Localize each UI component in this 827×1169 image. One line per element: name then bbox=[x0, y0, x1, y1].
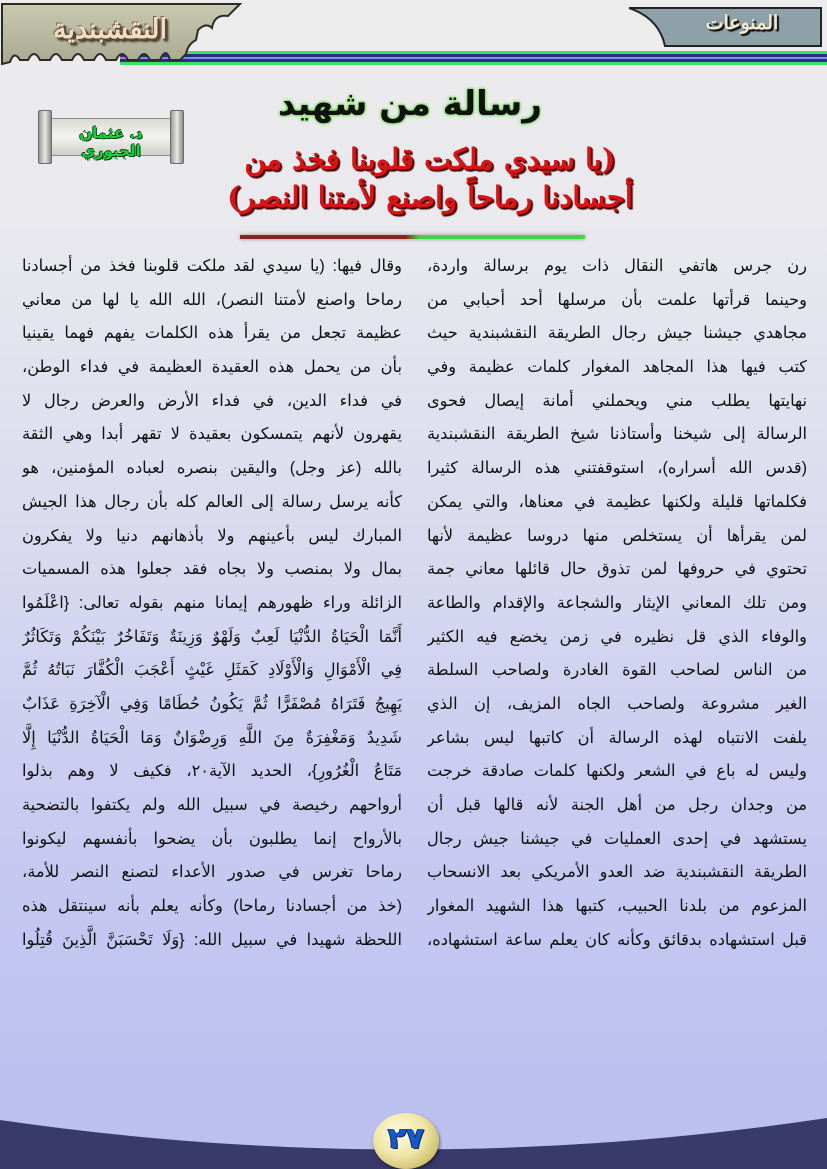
article-text-line: وقال فيها: (يا سيدي لقد ملكت قلوبنا فخذ من أجسادنا bbox=[22, 257, 402, 275]
article-text-line: يستشهد في إحدى العمليات في جيشنا جيش رجال bbox=[427, 829, 807, 848]
article-text-line: مَتَاعُ الْغُرُورِ}، الحديد الآية٢٠، فكيف لا وهم بذلوا bbox=[22, 762, 402, 781]
article-text-line: مجاهدي جيشنا جيش رجال الطريقة النقشبندية حيث bbox=[427, 324, 807, 343]
article-text-line: وليس له باع في الشعر ولكنها كلمات صادقة خرجت bbox=[427, 762, 807, 781]
article-text-line: شَدِيدٌ وَمَغْفِرَةٌ مِنَ اللَّهِ وَرِضْوَانٌ وَمَا الْحَيَاةُ الدُّنْيَا إِلَّا bbox=[22, 728, 402, 747]
article-text-line: لمن يقرأها أن يستخلص منها دروسا عظيمة لأنها bbox=[427, 526, 807, 545]
article-text-line: قبل استشهاده بدقائق وكأنه كان يعلم ساعة استشهاده، bbox=[427, 930, 807, 949]
article-text-line: فكلماتها قليلة ولكنها عظيمة في معناها، والتي يمكن bbox=[427, 492, 807, 511]
article-column-right bbox=[427, 250, 807, 957]
magazine-name: النقشبندية bbox=[52, 14, 168, 45]
article-text-line: الطريقة النقشبندية ضد العدو الأمريكي بعد الانسحاب bbox=[427, 863, 807, 882]
article-text-line: أَنَّمَا الْحَيَاةُ الدُّنْيَا لَعِبٌ وَلَهْوٌ وَزِينَةٌ وَتَفَاخُرٌ بَيْنَكُمْ وَتَكَاثُرٌ bbox=[22, 627, 402, 646]
article-text-line: كأنه يرسل رسالة إلى العالم كله بأن رجال هذا الجيش bbox=[22, 492, 402, 511]
article-text-line: بالله (عز وجل) واليقين بنصره لعباده المؤمنين، هو bbox=[22, 459, 402, 478]
article-title: رسالة من شهيد bbox=[278, 84, 542, 124]
article-text-line: رماحا تغرس في صدور الأعداء لتصنع النصر للأمة، bbox=[22, 863, 402, 882]
article-text-line: تحتوي في حروفها لمن تذوق حال قائلها معاني جمة bbox=[427, 560, 807, 579]
author-name: د. عثمان الجبوري bbox=[79, 124, 143, 160]
article-text-line: الزائلة وراء ظهورهم إيمانا منهم بقوله تعالى: {اعْلَمُوا bbox=[22, 593, 402, 612]
section-name: المنوعات bbox=[705, 12, 779, 34]
subtitle-line: (يا سيدي ملكت قلوبنا فخذ من bbox=[244, 142, 616, 176]
article-text-line: من وجدان رجل من أهل الجنة لأنه قالها قبل أن bbox=[427, 796, 807, 814]
author-badge bbox=[36, 108, 186, 166]
article-column-left bbox=[22, 250, 402, 957]
article-text-line: اللحظة شهيدا في سبيل الله: {وَلَا تَحْسَبَنَّ الَّذِينَ قُتِلُوا bbox=[22, 930, 402, 949]
article-subtitle bbox=[200, 140, 660, 216]
page-number: ٢٧ bbox=[387, 1121, 425, 1156]
article-text-line: نهايتها يطلب مني ويحملني أمانة إيصال فحوى bbox=[427, 391, 807, 410]
article-text-line: كتب فيها هذا المجاهد المغوار كلمات عظيمة وفي bbox=[427, 358, 807, 377]
article-text-line: ومن تلك المعاني الإيثار والشجاعة والإقدام والطاعة bbox=[427, 593, 807, 612]
article-text-line: المزعوم من بلدنا الحبيب، كتبها هذا الشهيد المغوار bbox=[427, 897, 807, 916]
title-divider bbox=[240, 235, 585, 239]
article-text-line: في فداء الدين، في فداء الأرض والعرض رجال لا bbox=[22, 391, 402, 410]
section-tab bbox=[625, 6, 823, 48]
article-text-line: يقهرون لأنهم يتمسكون بعقيدة لا تقهر أبدا وهي الثقة bbox=[22, 425, 402, 444]
article-text-line: والوفاء الذي قل نظيره في زمن يخضع فيه الكثير bbox=[427, 627, 807, 646]
article-text-line: أرواحهم رخيصة في سبيل الله ولم يكتفوا بالتضحية bbox=[22, 796, 402, 814]
article-text-line: بأن من يحمل هذه العقيدة العظيمة في فداء الوطن، bbox=[22, 358, 402, 377]
article-text-line: فِي الْأَمْوَالِ وَالْأَوْلَادِ كَمَثَلِ غَيْثٍ أَعْجَبَ الْكُفَّارَ نَبَاتُهُ ثُمَّ bbox=[22, 661, 402, 680]
article-text-line: وحينما قرأتها علمت بأن مرسلها أحد أحبابي من bbox=[427, 290, 807, 309]
article-text-line: رن جرس هاتفي النقال ذات يوم برسالة واردة، bbox=[427, 257, 807, 275]
page-number-badge bbox=[373, 1113, 439, 1169]
article-text-line: المبارك ليس بأعينهم ولا بأذهانهم دنيا ولا يفكرون bbox=[22, 526, 402, 545]
scroll-roll-icon bbox=[170, 110, 184, 164]
article-text-line: يَهِيجُ فَتَرَاهُ مُصْفَرًّا ثُمَّ يَكُونُ حُطَامًا وَفِي الْآخِرَةِ عَذَابٌ bbox=[22, 694, 402, 713]
subtitle-line: أجسادنا رماحاً واصنع لأمتنا النصر) bbox=[227, 180, 633, 214]
article-text-line: يلفت الانتباه لهذه الرسالة أن كاتبها ليس بشاعر bbox=[427, 728, 807, 747]
article-text-line: رماحا واصنع لأمتنا النصر)، الله الله يا لها من معاني bbox=[22, 290, 402, 309]
article-text-line: عظيمة تجعل من يقرأ هذه الكلمات يفهم فهما يقينيا bbox=[22, 324, 402, 343]
article-text-line: (قدس الله أسراره)، استوقفتني هذه الرسالة كثيرا bbox=[427, 459, 807, 478]
article-text-line: الرسالة إلى شيخنا وأستاذنا شيخ الطريقة النقشبندية bbox=[427, 425, 807, 444]
article-text-line: بمال ولا بمنصب ولا بجاه فقد جعلوا هذه المسميات bbox=[22, 560, 402, 579]
article-text-line: بالأرواح إنما يطلبون بأن يضحوا بأنفسهم ليكونوا bbox=[22, 829, 402, 848]
article-text-line: الغير مشروعة ولصاحب الجاه المزيف، إن الذي bbox=[427, 694, 807, 713]
article-text-line: من الناس لصاحب القوة الغادرة ولصاحب السلطة bbox=[427, 661, 807, 680]
article-text-line: (خذ من أجسادنا رماحا) وكأنه يعلم بأنه سينتقل هذه bbox=[22, 897, 402, 916]
magazine-logo bbox=[0, 0, 250, 75]
